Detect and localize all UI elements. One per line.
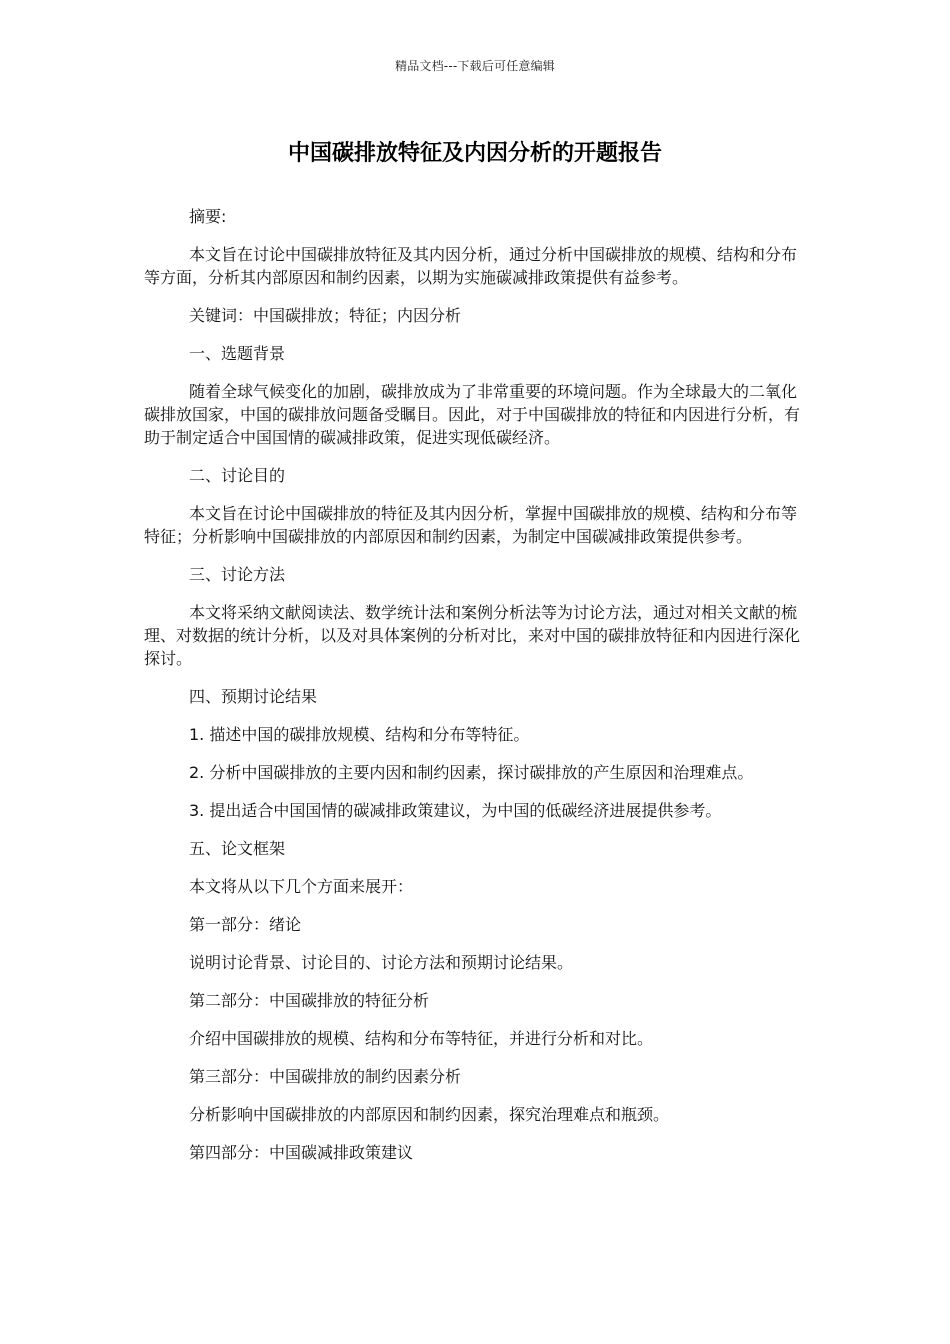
body-paragraph: 本文将采纳文献阅读法、数学统计法和案例分析法等为讨论方法，通过对相关文献的梳理、对数据的统计分析，以及对具体案例的分析对比，来对中国的碳排放特征和内因进行深化探讨。 — [144, 603, 801, 668]
abstract-paragraph: 本文旨在讨论中国碳排放特征及其内因分析，通过分析中国碳排放的规模、结构和分布等方面，分析其内部原因和制约因素，以期为实施碳减排政策提供有益参考。 — [144, 245, 798, 287]
section-heading: 三、讨论方法 — [189, 565, 286, 584]
header-note: 精品文档---下载后可任意编辑 — [395, 59, 555, 73]
body-paragraph: 介绍中国碳排放的规模、结构和分布等特征，并进行分析和对比。 — [189, 1029, 654, 1048]
abstract-heading: 摘要: — [189, 207, 227, 226]
part-heading: 第二部分：中国碳排放的特征分析 — [189, 991, 430, 1010]
section-heading: 二、讨论目的 — [189, 466, 286, 485]
document-body — [144, 205, 808, 1179]
part-heading: 第三部分：中国碳排放的制约因素分析 — [189, 1067, 462, 1086]
body-paragraph: 随着全球气候变化的加剧，碳排放成为了非常重要的环境问题。作为全球最大的二氧化碳排放国家，中国的碳排放问题备受瞩目。因此，对于中国碳排放的特征和内因进行分析，有助于制定适合中国国情的碳减排政策，促进实现低碳经济。 — [144, 382, 801, 447]
document-title: 中国碳排放特征及内因分析的开题报告 — [287, 141, 662, 166]
list-item: 2. 分析中国碳排放的主要内因和制约因素，探讨碳排放的产生原因和治理难点。 — [189, 763, 754, 782]
body-paragraph: 说明讨论背景、讨论目的、讨论方法和预期讨论结果。 — [189, 953, 574, 972]
part-heading: 第一部分：绪论 — [189, 915, 302, 934]
body-paragraph: 本文将从以下几个方面来展开： — [189, 877, 414, 896]
part-heading: 第四部分：中国碳减排政策建议 — [189, 1143, 414, 1162]
keywords-line: 关键词：中国碳排放；特征；内因分析 — [189, 306, 462, 325]
section-heading: 四、预期讨论结果 — [189, 687, 318, 706]
section-heading: 一、选题背景 — [189, 344, 286, 363]
body-paragraph: 分析影响中国碳排放的内部原因和制约因素，探究治理难点和瓶颈。 — [189, 1105, 670, 1124]
section-heading: 五、论文框架 — [189, 839, 286, 858]
list-item: 3. 提出适合中国国情的碳减排政策建议，为中国的低碳经济进展提供参考。 — [189, 801, 722, 820]
list-item: 1. 描述中国的碳排放规模、结构和分布等特征。 — [189, 725, 530, 744]
body-paragraph: 本文旨在讨论中国碳排放的特征及其内因分析，掌握中国碳排放的规模、结构和分布等特征；分析影响中国碳排放的内部原因和制约因素，为制定中国碳减排政策提供参考。 — [144, 504, 798, 546]
